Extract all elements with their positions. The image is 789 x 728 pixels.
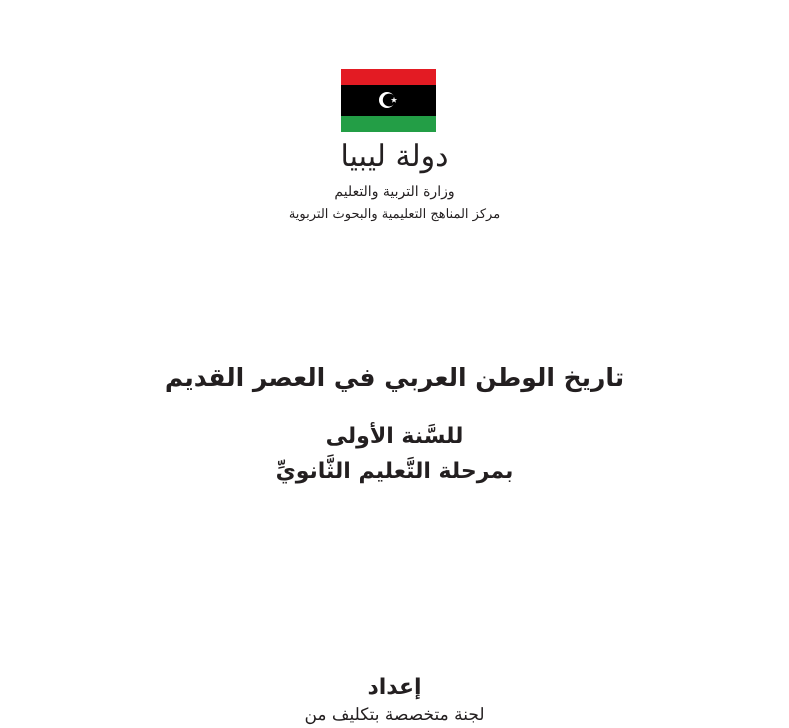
ministry-name: وزارة التربية والتعليم (334, 184, 455, 200)
grade-line-1: للسَّنة الأولى (325, 424, 464, 449)
flag-red-stripe (341, 69, 436, 85)
state-name: دولة ليبيا (340, 139, 449, 174)
curriculum-center-name: مركز المناهج التعليمية والبحوث التربوية (288, 207, 501, 222)
libya-flag-icon (341, 69, 436, 132)
crescent-star-icon (377, 89, 401, 111)
book-title: تاريخ الوطن العربي في العصر القديم (164, 363, 625, 392)
flag-green-stripe (341, 116, 436, 132)
prepared-by-label: إعداد (367, 675, 422, 700)
grade-line-2: بمرحلة التَّعليم الثَّانويِّ (275, 459, 514, 484)
committee-line: لجنة متخصصة بتكليف من (304, 705, 485, 725)
